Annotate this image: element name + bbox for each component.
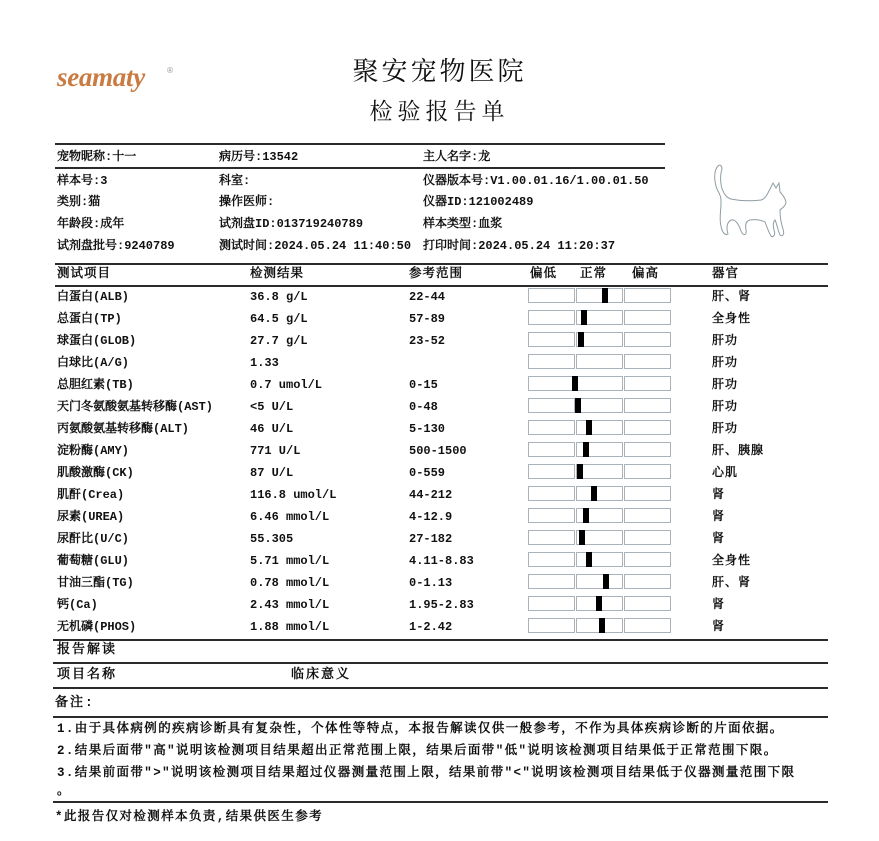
range-bar-high-segment: [624, 332, 671, 347]
reference-range: 0-1.13: [409, 576, 453, 590]
table-row: [0, 288, 879, 306]
hospital-name: 聚安宠物医院: [352, 57, 527, 87]
range-bar-high-segment: [624, 530, 671, 545]
header-reference-range: 参考范围: [409, 267, 464, 281]
department-label: 科室:: [219, 174, 251, 188]
result-position-marker: [591, 486, 597, 501]
info-sub-rule: [55, 167, 665, 169]
range-bar-low-segment: [528, 376, 575, 391]
reagent-disc-id-field: [219, 215, 363, 233]
range-bar-normal-segment: [576, 574, 623, 589]
header-high: 偏高: [632, 267, 660, 281]
pet-name-label: 宠物昵称:: [57, 150, 113, 164]
reference-range: 23-52: [409, 334, 446, 348]
species-field: [57, 193, 100, 211]
range-bar-high-segment: [624, 618, 671, 633]
result-position-marker: [579, 530, 585, 545]
reference-range: 1.95-2.83: [409, 598, 474, 612]
table-row: [0, 354, 879, 372]
case-number-field: [219, 148, 298, 166]
table-row: [0, 332, 879, 350]
reference-range: 27-182: [409, 532, 453, 546]
header-normal: 正常: [580, 267, 608, 281]
sample-type-label: 样本类型:: [423, 217, 479, 231]
range-bar-high-segment: [624, 508, 671, 523]
range-bar-low-segment: [528, 552, 575, 567]
table-row: [0, 310, 879, 328]
age-group-field: [57, 215, 124, 233]
range-bar-high-segment: [624, 376, 671, 391]
range-bar-low-segment: [528, 442, 575, 457]
instrument-version-value: V1.00.01.16/1.00.01.50: [490, 174, 649, 188]
table-row: [0, 552, 879, 570]
test-result-value: 6.46 mmol/L: [250, 510, 330, 524]
organ: 全身性: [712, 554, 752, 568]
age-group-value: 成年: [100, 217, 125, 231]
header-test-item: 测试项目: [57, 267, 112, 281]
reference-range: 500-1500: [409, 444, 467, 458]
remark-line-1: 1.由于具体病例的疾病诊断具有复杂性，个体性等特点，本报告解读仅供一般参考，不作为具体疾病诊断的片面依据。: [57, 722, 784, 736]
remark-line-3: 3.结果前面带">"说明该检测项目结果超过仪器测量范围上限，结果前带"<"说明该检测项目结果低于仪器测量范围下限: [57, 766, 796, 780]
result-position-marker: [586, 420, 592, 435]
sample-type-field: [423, 215, 502, 233]
reagent-lot-label: 试剂盘批号:: [57, 239, 125, 253]
header-result: 检测结果: [250, 267, 305, 281]
age-group-label: 年龄段:: [57, 217, 101, 231]
instrument-version-field: [423, 172, 649, 190]
instrument-id-label: 仪器ID:: [423, 195, 469, 209]
organ: 肝、肾: [712, 290, 752, 304]
operator-label: 操作医师:: [219, 195, 275, 209]
range-bar-normal-segment: [576, 552, 623, 567]
species-label: 类别:: [57, 195, 89, 209]
result-position-marker: [583, 442, 589, 457]
interpretation-rule: [53, 662, 828, 664]
department-field: [219, 172, 250, 190]
range-bar-high-segment: [624, 288, 671, 303]
test-result-value: 46 U/L: [250, 422, 294, 436]
info-top-rule: [55, 143, 665, 145]
table-row: [0, 464, 879, 482]
test-result-value: 771 U/L: [250, 444, 301, 458]
test-result-value: 116.8 umol/L: [250, 488, 337, 502]
test-item-name: 甘油三酯(TG): [57, 576, 134, 590]
owner-name-label: 主人名字:: [423, 150, 479, 164]
print-time-label: 打印时间:: [423, 239, 479, 253]
organ: 肾: [712, 488, 726, 502]
test-result-value: 2.43 mmol/L: [250, 598, 330, 612]
test-result-value: 0.78 mmol/L: [250, 576, 330, 590]
range-bar-low-segment: [528, 486, 575, 501]
range-bar-normal-segment: [576, 288, 623, 303]
reference-range: 22-44: [409, 290, 446, 304]
table-row: [0, 420, 879, 438]
range-bar-high-segment: [624, 310, 671, 325]
reference-range: 4-12.9: [409, 510, 453, 524]
registered-mark: ®: [166, 66, 174, 75]
interpretation-col-meaning: 临床意义: [291, 667, 352, 682]
range-bar-low-segment: [528, 398, 575, 413]
test-time-field: [219, 237, 411, 255]
case-number-value: 13542: [262, 150, 299, 164]
result-position-marker: [581, 310, 587, 325]
test-item-name: 钙(Ca): [57, 598, 98, 612]
remarks-bottom-rule: [53, 801, 828, 803]
remarks-rule: [53, 716, 828, 718]
case-number-label: 病历号:: [219, 150, 263, 164]
sample-number-value: 3: [100, 174, 108, 188]
operator-field: [219, 193, 274, 211]
range-bar-high-segment: [624, 596, 671, 611]
test-item-name: 尿素(UREA): [57, 510, 125, 524]
test-time-label: 测试时间:: [219, 239, 275, 253]
range-bar-high-segment: [624, 442, 671, 457]
test-item-name: 总蛋白(TP): [57, 312, 122, 326]
organ: 肾: [712, 510, 726, 524]
result-position-marker: [578, 332, 584, 347]
reagent-disc-id-label: 试剂盘ID:: [219, 217, 277, 231]
range-bar-high-segment: [624, 486, 671, 501]
test-item-name: 无机磷(PHOS): [57, 620, 137, 634]
interpretation-col-item: 项目名称: [57, 667, 118, 682]
organ: 肝、胰腺: [712, 444, 765, 458]
table-row: [0, 618, 879, 636]
result-position-marker: [583, 508, 589, 523]
test-item-name: 白球比(A/G): [57, 356, 130, 370]
header-organ: 器官: [712, 267, 740, 281]
test-item-name: 总胆红素(TB): [57, 378, 134, 392]
table-bottom-rule: [53, 639, 828, 641]
test-item-name: 天门冬氨酸氨基转移酶(AST): [57, 400, 214, 414]
pet-name-value: 十一: [112, 150, 137, 164]
header-low: 偏低: [530, 267, 558, 281]
reference-range: 4.11-8.83: [409, 554, 474, 568]
remarks-title: 备注:: [55, 695, 95, 710]
organ: 肝、肾: [712, 576, 752, 590]
sample-number-label: 样本号:: [57, 174, 101, 188]
test-result-value: 55.305: [250, 532, 294, 546]
footer-disclaimer: *此报告仅对检测样本负责,结果供医生参考: [55, 810, 324, 824]
test-result-value: 1.88 mmol/L: [250, 620, 330, 634]
test-item-name: 肌酐(Crea): [57, 488, 125, 502]
sample-type-value: 血浆: [478, 217, 503, 231]
range-bar-low-segment: [528, 618, 575, 633]
range-bar-high-segment: [624, 552, 671, 567]
cat-outline-icon: [705, 163, 793, 245]
table-row: [0, 508, 879, 526]
remark-line-2: 2.结果后面带"高"说明该检测项目结果超出正常范围上限，结果后面带"低"说明该检测项目结果低于正常范围下限。: [57, 744, 778, 758]
test-result-value: 0.7 umol/L: [250, 378, 323, 392]
result-position-marker: [577, 464, 583, 479]
report-title: 检验报告单: [369, 99, 510, 125]
range-bar-low-segment: [528, 288, 575, 303]
range-bar-normal-segment: [576, 486, 623, 501]
test-item-name: 丙氨酸氨基转移酶(ALT): [57, 422, 190, 436]
range-bar-low-segment: [528, 354, 575, 369]
range-bar-normal-segment: [576, 354, 623, 369]
range-bar-normal-segment: [576, 376, 623, 391]
reference-range: 44-212: [409, 488, 453, 502]
species-value: 猫: [88, 195, 101, 209]
seamaty-logo: seamaty: [57, 62, 145, 92]
result-position-marker: [603, 574, 609, 589]
test-result-value: <5 U/L: [250, 400, 294, 414]
test-result-value: 64.5 g/L: [250, 312, 308, 326]
instrument-id-value: 121002489: [468, 195, 534, 209]
instrument-version-label: 仪器版本号:: [423, 174, 491, 188]
test-item-name: 球蛋白(GLOB): [57, 334, 137, 348]
organ: 全身性: [712, 312, 752, 326]
result-position-marker: [602, 288, 608, 303]
reference-range: 0-559: [409, 466, 446, 480]
reagent-lot-value: 9240789: [124, 239, 175, 253]
pet-name-field: [57, 148, 136, 166]
range-bar-low-segment: [528, 508, 575, 523]
organ: 肾: [712, 620, 726, 634]
organ: 肝功: [712, 400, 739, 414]
reference-range: 1-2.42: [409, 620, 453, 634]
table-row: [0, 530, 879, 548]
range-bar-low-segment: [528, 596, 575, 611]
test-time-value: 2024.05.24 11:40:50: [274, 239, 412, 253]
result-position-marker: [596, 596, 602, 611]
reference-range: 5-130: [409, 422, 446, 436]
range-bar-high-segment: [624, 420, 671, 435]
range-bar-high-segment: [624, 354, 671, 369]
table-header-rule: [55, 285, 828, 287]
organ: 肾: [712, 532, 726, 546]
organ: 肝功: [712, 356, 739, 370]
organ: 肝功: [712, 422, 739, 436]
test-item-name: 白蛋白(ALB): [57, 290, 130, 304]
result-position-marker: [572, 376, 578, 391]
instrument-id-field: [423, 193, 533, 211]
result-position-marker: [575, 398, 581, 413]
table-row: [0, 442, 879, 460]
table-row: [0, 596, 879, 614]
result-position-marker: [586, 552, 592, 567]
range-bar-low-segment: [528, 530, 575, 545]
organ: 肾: [712, 598, 726, 612]
owner-name-value: 龙: [478, 150, 491, 164]
test-result-value: 1.33: [250, 356, 279, 370]
range-bar-normal-segment: [576, 420, 623, 435]
range-bar-high-segment: [624, 464, 671, 479]
range-bar-normal-segment: [576, 398, 623, 413]
range-bar-low-segment: [528, 332, 575, 347]
organ: 肝功: [712, 378, 739, 392]
sample-number-field: [57, 172, 107, 190]
range-bar-normal-segment: [576, 464, 623, 479]
result-position-marker: [599, 618, 605, 633]
range-bar-low-segment: [528, 310, 575, 325]
remark-line-3-wrap: 。: [57, 784, 71, 798]
reference-range: 57-89: [409, 312, 446, 326]
table-row: [0, 398, 879, 416]
organ: 肝功: [712, 334, 739, 348]
test-item-name: 肌酸激酶(CK): [57, 466, 134, 480]
owner-name-field: [423, 148, 490, 166]
test-item-name: 葡萄糖(GLU): [57, 554, 130, 568]
reagent-disc-id-value: 013719240789: [276, 217, 364, 231]
test-result-value: 36.8 g/L: [250, 290, 308, 304]
test-item-name: 尿酐比(U/C): [57, 532, 130, 546]
test-item-name: 淀粉酶(AMY): [57, 444, 130, 458]
table-row: [0, 574, 879, 592]
interpretation-title: 报告解读: [57, 642, 118, 657]
test-result-value: 87 U/L: [250, 466, 294, 480]
table-row: [0, 486, 879, 504]
range-bar-high-segment: [624, 398, 671, 413]
print-time-value: 2024.05.24 11:20:37: [478, 239, 616, 253]
organ: 心肌: [712, 466, 739, 480]
print-time-field: [423, 237, 615, 255]
reagent-lot-field: [57, 237, 175, 255]
range-bar-low-segment: [528, 574, 575, 589]
range-bar-high-segment: [624, 574, 671, 589]
reference-range: 0-48: [409, 400, 438, 414]
test-result-value: 5.71 mmol/L: [250, 554, 330, 568]
interpretation-bottom-rule: [53, 687, 828, 689]
reference-range: 0-15: [409, 378, 438, 392]
table-row: [0, 376, 879, 394]
range-bar-low-segment: [528, 420, 575, 435]
range-bar-low-segment: [528, 464, 575, 479]
test-result-value: 27.7 g/L: [250, 334, 308, 348]
